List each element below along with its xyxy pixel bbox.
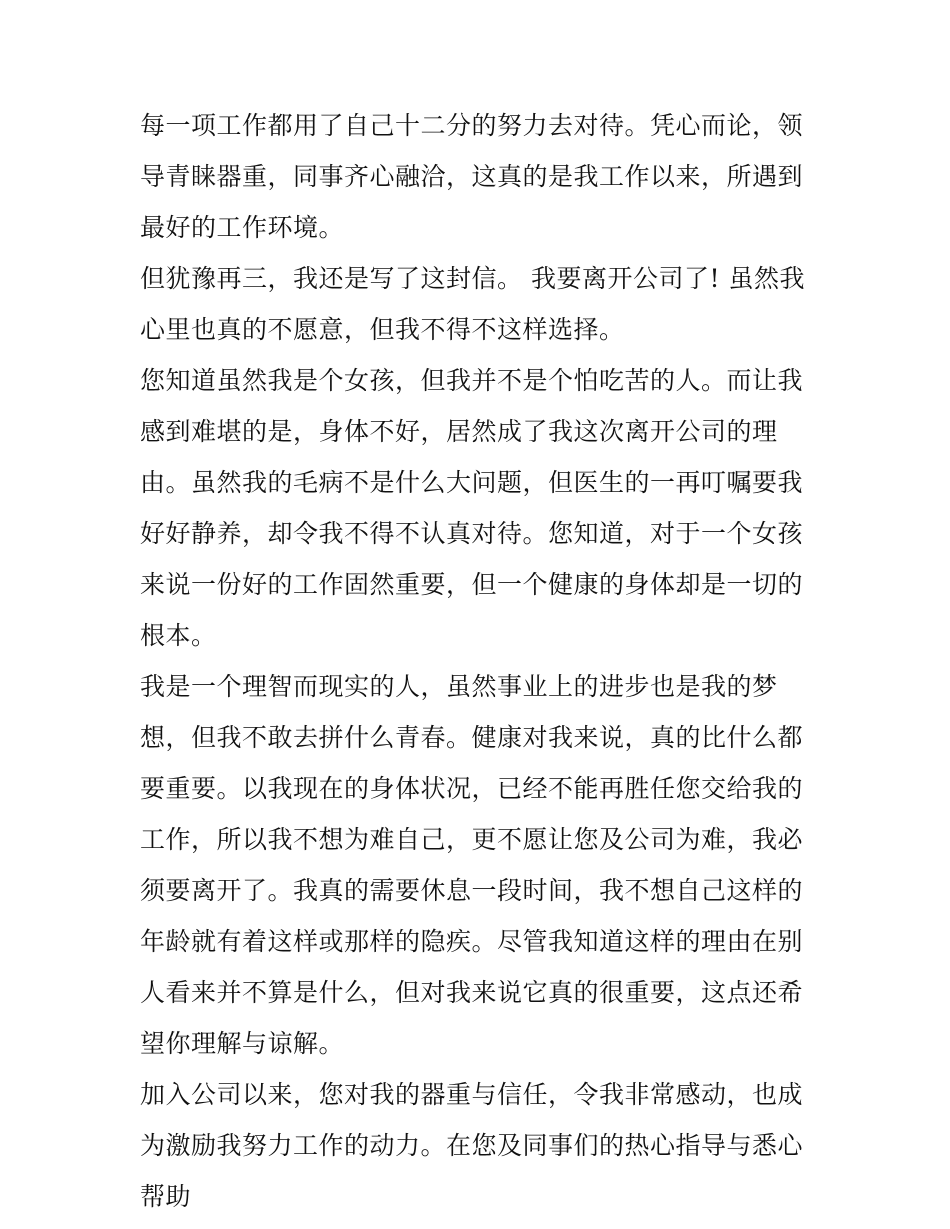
paragraph-5: 加入公司以来，您对我的器重与信任，令我非常感动，也成为激励我努力工作的动力。在您及同事们的热心指导与悉心帮助: [140, 1080, 804, 1211]
paragraph-4: 我是一个理智而现实的人，虽然事业上的进步也是我的梦想，但我不敢去拼什么青春。健康对我来说，真的比什么都要重要。以我现在的身体状况，已经不能再胜任您交给我的工作，所以我不想为难自己，更不愿让您及公司为难，我必须要离开了。我真的需要休息一段时间，我不想自己这样的年龄就有着这样或那样的隐疾。尽管我知道这样的理由在别人看来并不算是什么，但对我来说它真的很重要，这点还希望你理解与谅解。: [140, 672, 804, 1058]
letter-body: [140, 100, 820, 1222]
paragraph-2: 但犹豫再三，我还是写了这封信。 我要离开公司了! 虽然我心里也真的不愿意，但我不得不这样选择。: [140, 264, 805, 344]
paragraph-3: 您知道虽然我是个女孩，但我并不是个怕吃苦的人。而让我感到难堪的是，身体不好，居然成了我这次离开公司的理由。虽然我的毛病不是什么大问题，但医生的一再叮嘱要我好好静养，却令我不得不认真对待。您知道，对于一个女孩来说一份好的工作固然重要，但一个健康的身体却是一切的根本。: [140, 366, 804, 650]
paragraph-1: 每一项工作都用了自己十二分的努力去对待。凭心而论，领导青睐器重，同事齐心融洽，这真的是我工作以来，所遇到最好的工作环境。: [140, 111, 804, 242]
